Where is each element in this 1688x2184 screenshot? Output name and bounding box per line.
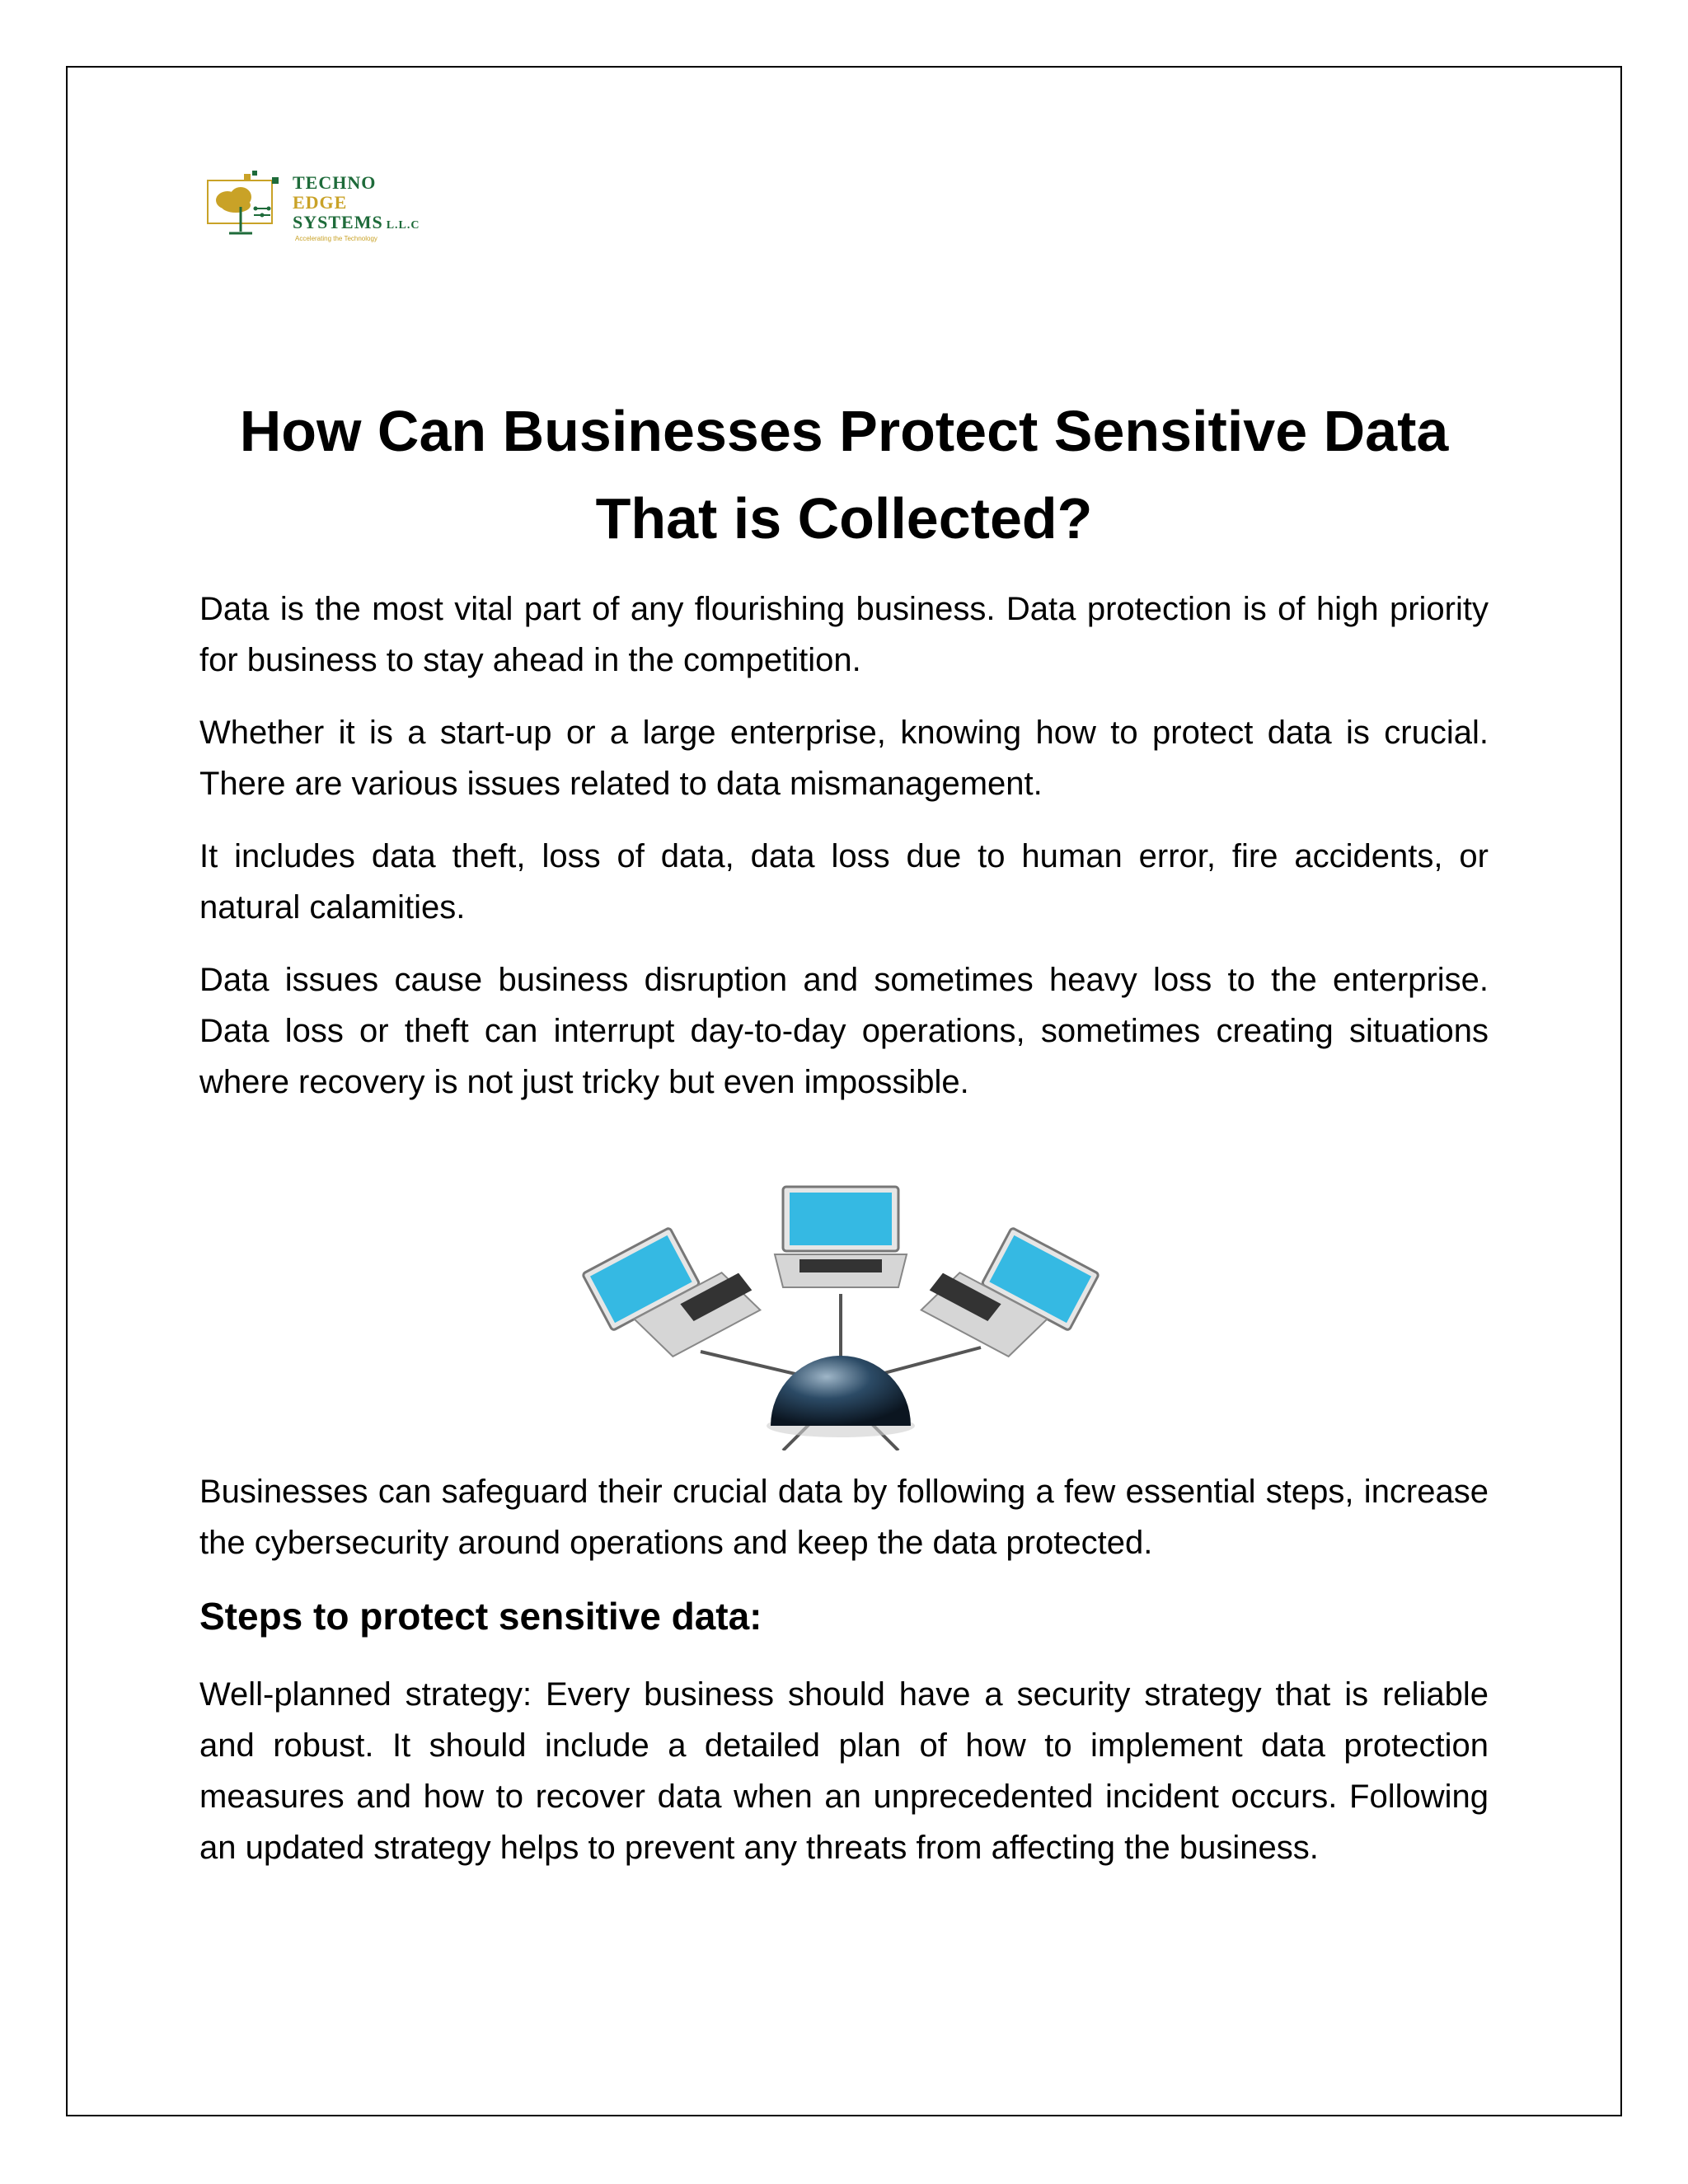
- page-title: How Can Businesses Protect Sensitive Data That is Collected?: [239, 399, 1449, 551]
- strategy-paragraph: Well-planned strategy: Every business should have a security strategy that is reliable and robust. It should include a detailed plan of how to implement data protection measures and how to recover data when an unprecedented incident occurs. Following an updated strategy helps to prevent any threats from affecting the business.: [199, 1676, 1489, 1866]
- logo-text-techno: TECHNO: [293, 172, 377, 193]
- logo-text-systems-word: SYSTEMS: [293, 212, 383, 232]
- disruption-paragraph: Data issues cause business disruption and sometimes heavy loss to the enterprise. Data loss or theft can interrupt day-to-day operations, sometimes creating situations where recovery is not just tricky but even impossible.: [199, 962, 1489, 1100]
- network-laptops-image: [577, 1179, 1104, 1451]
- logo-text-edge: EDGE: [293, 192, 348, 213]
- enterprise-paragraph: Whether it is a start-up or a large enterprise, knowing how to protect data is crucial. There are various issues related to data mismanagement.: [199, 715, 1489, 802]
- top-laptop-icon: [775, 1187, 907, 1287]
- logo-text-systems: [293, 212, 420, 233]
- right-laptop-icon: [920, 1207, 1100, 1376]
- issues-paragraph: It includes data theft, loss of data, data loss due to human error, fire accidents, or natural calamities.: [199, 838, 1489, 926]
- safeguard-paragraph: Businesses can safeguard their crucial data by following a few essential steps, increase the cybersecurity around operations and keep the data protected.: [199, 1474, 1489, 1561]
- steps-heading: Steps to protect sensitive data:: [199, 1595, 762, 1638]
- network-hub-icon: [771, 1356, 911, 1426]
- logo-tagline: Accelerating the Technology: [295, 235, 377, 242]
- cloud-monitor-logo-icon: [204, 169, 287, 251]
- left-laptop-icon: [583, 1207, 762, 1376]
- intro-paragraph: Data is the most vital part of any flourishing business. Data protection is of high priority for business to stay ahead in the competition.: [199, 591, 1489, 678]
- company-logo: [204, 169, 452, 251]
- logo-suffix: L.L.C: [386, 219, 420, 232]
